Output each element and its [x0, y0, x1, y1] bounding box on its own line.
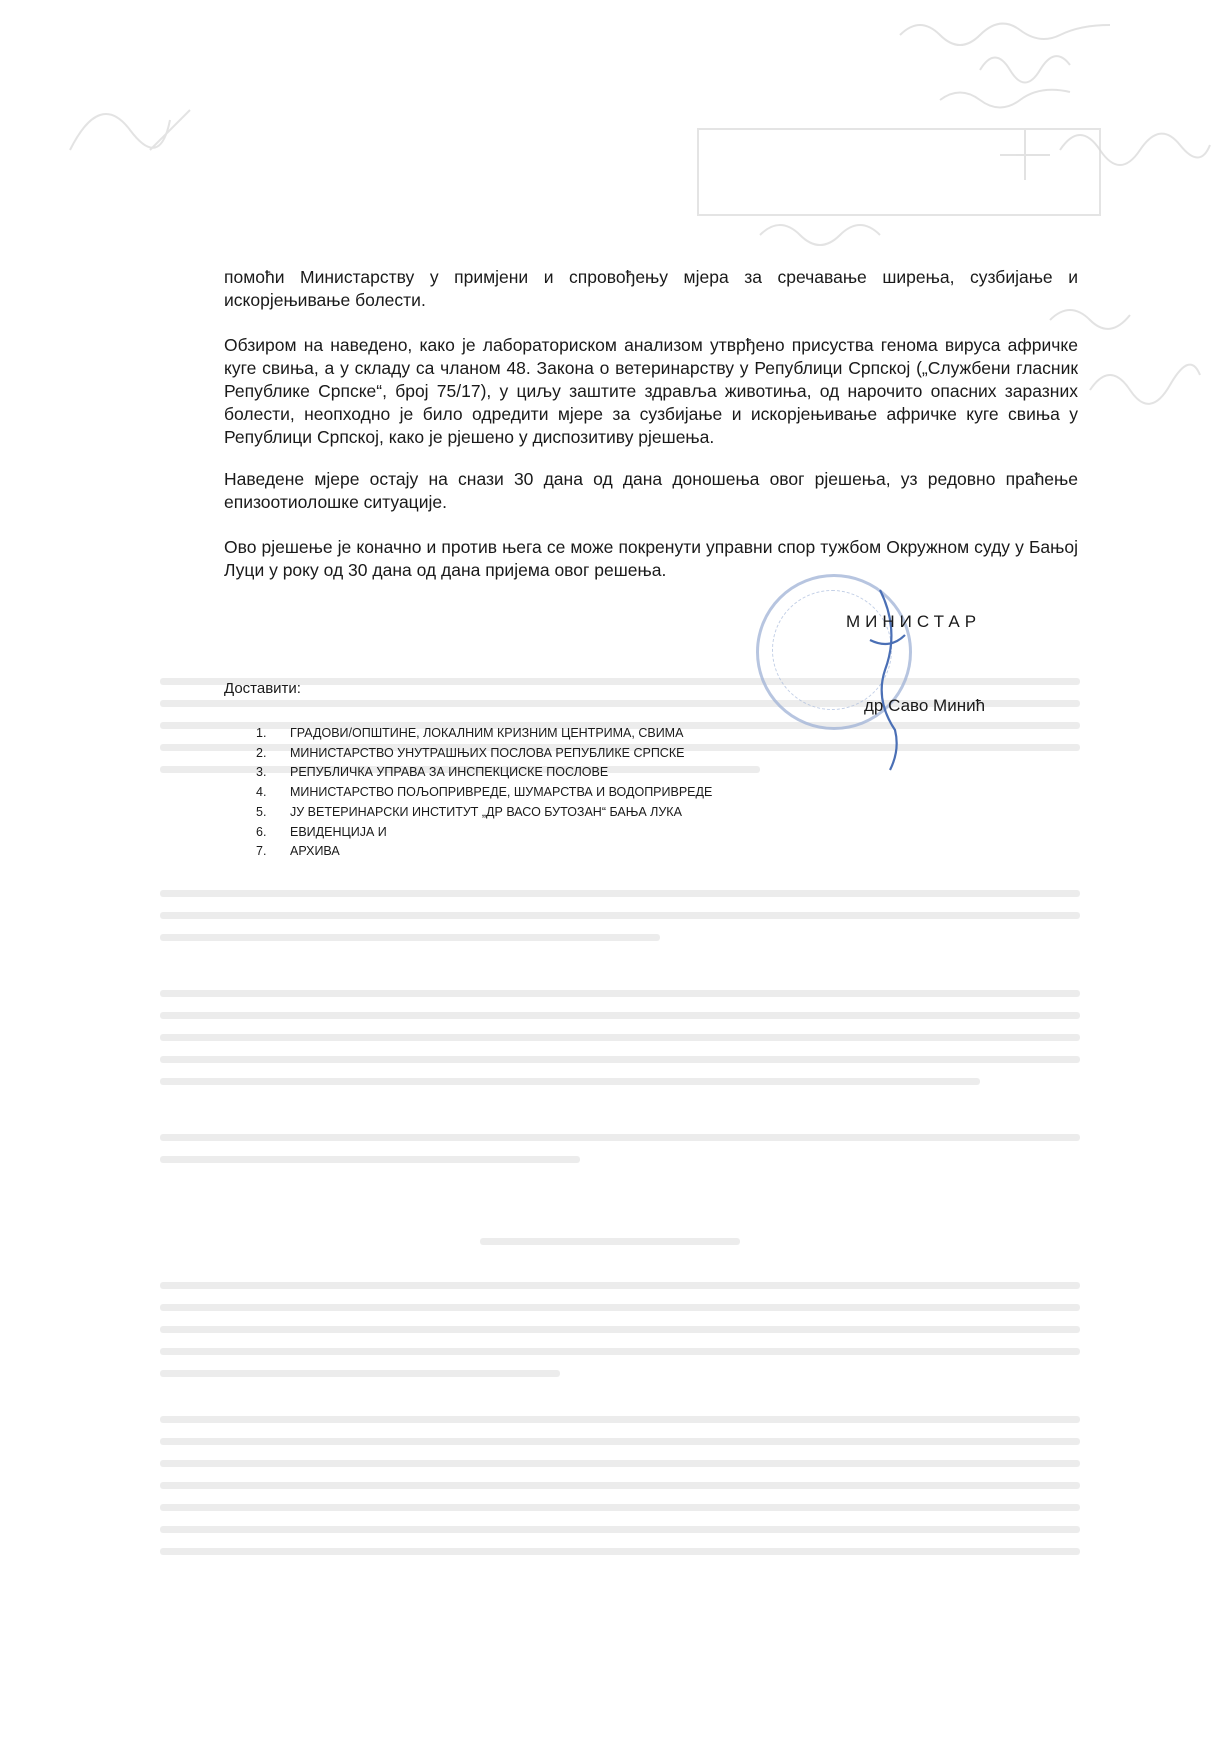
- delivery-item: 4. МИНИСТАРСТВО ПОЉОПРИВРЕДЕ, ШУМАРСТВА И ВОДОПРИВРЕДЕ: [256, 785, 713, 800]
- minister-title: МИНИСТАР: [846, 612, 982, 631]
- minister-signature: [850, 580, 920, 780]
- delivery-item: 2. МИНИСТАРСТВО УНУТРАШЊИХ ПОСЛОВА РЕПУБЛИКЕ СРПСКЕ: [256, 745, 685, 760]
- delivery-item: 5. ЈУ ВЕТЕРИНАРСКИ ИНСТИТУТ „ДР ВАСО БУТОЗАН“ БАЊА ЛУКА: [256, 804, 682, 819]
- delivery-list: [256, 724, 712, 862]
- minister-name: др Саво Минић: [864, 696, 986, 715]
- delivery-item: 3. РЕПУБЛИЧКА УПРАВА ЗА ИНСПЕКЦИСКЕ ПОСЛОВЕ: [256, 765, 609, 780]
- paragraph-legal-remedy: Ово рјешење је коначно и против њега се може покренути управни спор тужбом Окружном суду у Бањој Луци у року од 30 дана од дана пријема овог решења.: [224, 537, 1078, 580]
- delivery-label: Доставити:: [224, 680, 301, 697]
- registry-stamp-box: [697, 128, 1101, 216]
- paragraph-validity-period: Наведене мјере остају на снази 30 дана од дана доношења овог рјешења, уз редовно праћење епизоотиолошке ситуације.: [224, 469, 1078, 512]
- delivery-item: 7. АРХИВА: [256, 844, 340, 859]
- delivery-item: 6. ЕВИДЕНЦИЈА И: [256, 824, 387, 839]
- paragraph-justification: Обзиром на наведено, како је лабораториском анализом утврђено присуства генома вируса афричке куге свиња, а у складу са чланом 48. Закона о ветеринарству у Републици Српској („Службени гласник Републике Српске“, број 75/17), у циљу заштите здравља животиња, од нарочито опасних заразних болести, неопходно је било одредити мјере за сузбијање и искорјењивање афричке куге свиња у Републици Српској, како је рјешено у диспозитиву рјешења.: [224, 335, 1078, 447]
- paragraph-measures-assistance: помоћи Министарству у примјени и спровођењу мјера за сречавање ширења, сузбијање и искорјењивање болести.: [224, 267, 1078, 310]
- delivery-item: 1. ГРАДОВИ/ОПШТИНЕ, ЛОКАЛНИМ КРИЗНИМ ЦЕНТРИМА, СВИМА: [256, 726, 684, 740]
